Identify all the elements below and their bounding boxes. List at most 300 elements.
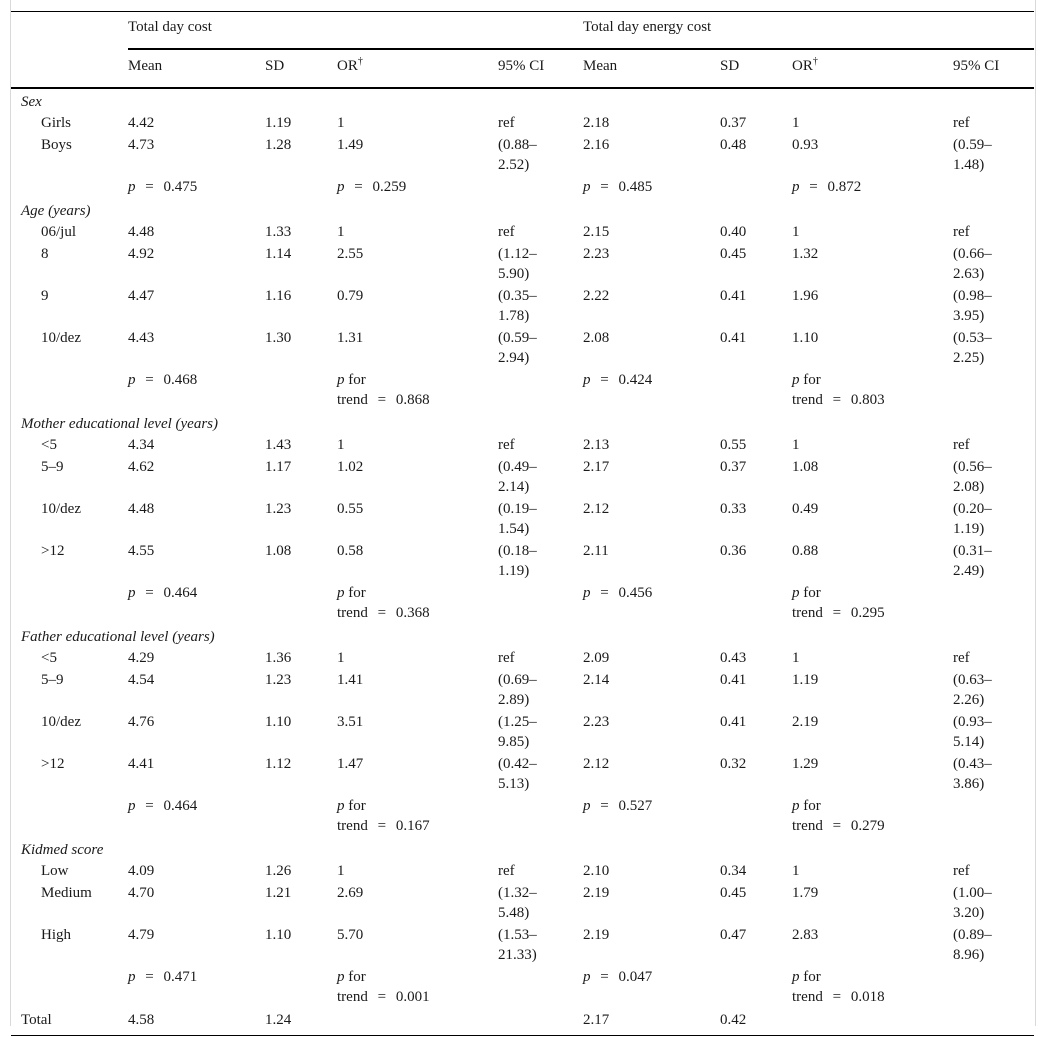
mean-energy-cost: 2.19	[583, 927, 610, 943]
or-energy-cost: 1	[792, 650, 800, 666]
ci-upper: 2.49)	[953, 563, 985, 579]
mean-energy-cost: 2.14	[583, 672, 610, 688]
ci-energy-cost	[953, 647, 1034, 669]
equals-sign: =	[832, 605, 842, 621]
p-symbol: p	[337, 969, 345, 985]
p-value-row	[11, 966, 1034, 1008]
p-for-trend-line2	[792, 987, 1034, 1007]
mean-cost: 4.55	[128, 543, 155, 559]
mean-energy-cost: 2.18	[583, 115, 610, 131]
section-header-row	[11, 411, 1034, 434]
table-row	[11, 753, 1034, 795]
p-value: 0.485	[618, 179, 653, 195]
section-header-row	[11, 624, 1034, 647]
or-cost: 5.70	[337, 927, 364, 943]
total-sd-energy-cost: 0.42	[720, 1008, 792, 1036]
ci-upper: 3.86)	[953, 776, 985, 792]
ci-upper: 2.94)	[498, 350, 530, 366]
row-label: 10/dez	[41, 330, 81, 346]
for-word: for	[803, 585, 821, 601]
mean-cost: 4.54	[128, 672, 155, 688]
trend-word: trend	[792, 989, 823, 1005]
for-word: for	[803, 798, 821, 814]
table-row	[11, 285, 1034, 327]
p-symbol: p	[792, 585, 800, 601]
p-symbol: p	[337, 179, 345, 195]
table-row	[11, 924, 1034, 966]
or-cost: 0.55	[337, 501, 364, 517]
ci-lower: (1.32–	[498, 885, 537, 901]
p-symbol: p	[583, 372, 591, 388]
ci-upper: 1.19)	[953, 521, 985, 537]
or-cost: 1	[337, 437, 345, 453]
or-energy-cost: 1.32	[792, 246, 819, 262]
row-label: Low	[41, 863, 69, 879]
ci-upper: 2.25)	[953, 350, 985, 366]
row-label: <5	[41, 437, 57, 453]
or-trend-energy-cost	[792, 795, 1034, 837]
sd-cost: 1.36	[265, 650, 292, 666]
col-header-sd-1: SD	[265, 49, 337, 88]
ci-lower: ref	[953, 224, 970, 240]
mean-energy-cost: 2.22	[583, 288, 610, 304]
ci-upper: 9.85)	[498, 734, 530, 750]
sd-energy-cost: 0.34	[720, 863, 747, 879]
table-row	[11, 456, 1034, 498]
or-energy-cost: 1	[792, 863, 800, 879]
equals-sign: =	[377, 392, 387, 408]
or-trend-cost	[337, 795, 583, 837]
ci-cost	[498, 434, 583, 456]
ci-energy-cost	[953, 434, 1034, 456]
or-cost: 2.55	[337, 246, 364, 262]
for-word: for	[803, 969, 821, 985]
p-symbol: p	[128, 969, 136, 985]
p-value-row	[11, 176, 1034, 198]
row-label: Girls	[41, 115, 71, 131]
ci-lower: (0.53–	[953, 330, 992, 346]
dagger-sup: †	[812, 56, 818, 67]
mean-cost: 4.62	[128, 459, 155, 475]
p-value: 0.295	[850, 605, 885, 621]
ci-upper: 3.95)	[953, 308, 985, 324]
p-energy-cost	[583, 369, 792, 411]
p-symbol: p	[583, 798, 591, 814]
mean-energy-cost: 2.13	[583, 437, 610, 453]
sd-energy-cost: 0.41	[720, 714, 747, 730]
equals-sign: =	[377, 818, 387, 834]
ci-energy-cost	[953, 221, 1034, 243]
header-total-day-cost: Total day cost	[128, 12, 583, 50]
p-value: 0.424	[618, 372, 653, 388]
sd-energy-cost: 0.36	[720, 543, 747, 559]
or-cost: 1	[337, 115, 345, 131]
p-symbol: p	[792, 798, 800, 814]
mean-energy-cost: 2.12	[583, 756, 610, 772]
ci-lower: (0.98–	[953, 288, 992, 304]
p-symbol: p	[583, 585, 591, 601]
mean-cost: 4.09	[128, 863, 155, 879]
ci-lower: (0.35–	[498, 288, 537, 304]
p-for-trend-line2	[792, 603, 1034, 623]
sd-energy-cost: 0.45	[720, 246, 747, 262]
header-row-groups	[11, 12, 1034, 50]
ci-cost	[498, 243, 583, 285]
ci-cost	[498, 285, 583, 327]
mean-cost: 4.47	[128, 288, 155, 304]
sd-energy-cost: 0.33	[720, 501, 747, 517]
p-energy-cost	[583, 795, 792, 837]
p-value: 0.001	[395, 989, 430, 1005]
p-symbol: p	[128, 585, 136, 601]
p-for-trend-line2	[792, 816, 1034, 836]
ci-lower: (0.56–	[953, 459, 992, 475]
table-row	[11, 540, 1034, 582]
ci-upper: 1.78)	[498, 308, 530, 324]
or-cost: 0.79	[337, 288, 364, 304]
p-symbol: p	[337, 372, 345, 388]
p-for-trend-line1	[337, 796, 583, 816]
p-value: 0.047	[618, 969, 653, 985]
for-word: for	[348, 798, 366, 814]
p-energy-cost	[583, 176, 792, 198]
p-for-trend-line2	[337, 603, 583, 623]
row-label: 10/dez	[41, 714, 81, 730]
col-header-ci-2: 95% CI	[953, 49, 1034, 88]
p-symbol: p	[128, 798, 136, 814]
or-energy-cost: 0.49	[792, 501, 819, 517]
mean-energy-cost: 2.08	[583, 330, 610, 346]
p-symbol: p	[583, 969, 591, 985]
ci-energy-cost	[953, 456, 1034, 498]
ci-upper: 1.54)	[498, 521, 530, 537]
ci-lower: (0.63–	[953, 672, 992, 688]
ci-energy-cost	[953, 540, 1034, 582]
ci-cost	[498, 924, 583, 966]
sd-cost: 1.17	[265, 459, 292, 475]
p-value: 0.868	[395, 392, 430, 408]
ci-cost	[498, 221, 583, 243]
col-header-ci-1: 95% CI	[498, 49, 583, 88]
p-value: 0.456	[618, 585, 653, 601]
empty-cell	[11, 176, 128, 198]
sd-energy-cost: 0.41	[720, 288, 747, 304]
or-energy-cost: 0.88	[792, 543, 819, 559]
or-cost: 1	[337, 650, 345, 666]
ci-cost	[498, 753, 583, 795]
mean-energy-cost: 2.15	[583, 224, 610, 240]
ci-lower: (0.18–	[498, 543, 537, 559]
section-title: Father educational level (years)	[21, 629, 215, 645]
ci-upper: 2.26)	[953, 692, 985, 708]
ci-lower: (0.69–	[498, 672, 537, 688]
ci-cost	[498, 498, 583, 540]
ci-energy-cost	[953, 498, 1034, 540]
or-trend-energy-cost	[792, 582, 1034, 624]
p-value: 0.464	[163, 798, 198, 814]
col-header-or-2: OR†	[792, 49, 953, 88]
trend-word: trend	[792, 818, 823, 834]
ci-cost	[498, 540, 583, 582]
mean-energy-cost: 2.19	[583, 885, 610, 901]
sd-energy-cost: 0.40	[720, 224, 747, 240]
ci-lower: (1.53–	[498, 927, 537, 943]
ci-upper: 2.89)	[498, 692, 530, 708]
or-energy-cost: 1	[792, 224, 800, 240]
ci-lower: (0.88–	[498, 137, 537, 153]
ci-lower: (0.19–	[498, 501, 537, 517]
or-energy-cost: 1.79	[792, 885, 819, 901]
equals-sign: =	[145, 969, 154, 985]
ci-lower: ref	[498, 224, 515, 240]
header-empty-cell	[11, 49, 128, 88]
header-total-day-energy-cost: Total day energy cost	[583, 12, 1034, 50]
trend-word: trend	[337, 392, 368, 408]
table-row	[11, 112, 1034, 134]
p-cost	[128, 369, 337, 411]
empty-cell	[792, 1008, 953, 1036]
ci-cost	[498, 669, 583, 711]
table-row	[11, 221, 1034, 243]
or-energy-cost: 0.93	[792, 137, 819, 153]
table-row	[11, 647, 1034, 669]
p-value: 0.368	[395, 605, 430, 621]
equals-sign: =	[145, 585, 154, 601]
or-cost: 1	[337, 863, 345, 879]
equals-sign: =	[832, 989, 842, 1005]
p-value: 0.803	[850, 392, 885, 408]
table-row	[11, 434, 1034, 456]
trend-word: trend	[792, 392, 823, 408]
ci-lower: ref	[498, 437, 515, 453]
sd-energy-cost: 0.43	[720, 650, 747, 666]
ci-upper: 2.52)	[498, 157, 530, 173]
or-trend-energy-cost	[792, 966, 1034, 1008]
sd-energy-cost: 0.47	[720, 927, 747, 943]
or-trend-energy-cost	[792, 369, 1034, 411]
or-energy-cost: 1.08	[792, 459, 819, 475]
or-cost: 1.49	[337, 137, 364, 153]
or-cost: 1	[337, 224, 345, 240]
ci-lower: (0.43–	[953, 756, 992, 772]
total-mean-cost: 4.58	[128, 1008, 265, 1036]
section-header-row	[11, 198, 1034, 221]
cost-table	[11, 11, 1034, 1036]
sd-cost: 1.26	[265, 863, 292, 879]
ci-upper: 2.63)	[953, 266, 985, 282]
p-for-trend-line2	[337, 390, 583, 410]
p-cost	[128, 176, 337, 198]
section-title: Age (years)	[21, 203, 91, 219]
dagger-sup: †	[357, 56, 363, 67]
ci-energy-cost	[953, 112, 1034, 134]
p-for-trend-line2	[337, 816, 583, 836]
ci-cost	[498, 860, 583, 882]
p-for-trend-line1	[792, 370, 1034, 390]
p-value: 0.527	[618, 798, 653, 814]
mean-cost: 4.43	[128, 330, 155, 346]
section-title: Mother educational level (years)	[21, 416, 219, 432]
empty-cell	[11, 582, 128, 624]
sd-energy-cost: 0.32	[720, 756, 747, 772]
equals-sign: =	[600, 179, 609, 195]
mean-energy-cost: 2.23	[583, 714, 610, 730]
p-for-trend-line2	[337, 987, 583, 1007]
trend-word: trend	[337, 818, 368, 834]
ci-lower: ref	[498, 863, 515, 879]
ci-lower: ref	[498, 650, 515, 666]
row-label: 5–9	[41, 459, 64, 475]
sd-cost: 1.33	[265, 224, 292, 240]
equals-sign: =	[377, 605, 387, 621]
row-label: >12	[41, 543, 65, 559]
or-energy-cost: 2.19	[792, 714, 819, 730]
mean-energy-cost: 2.10	[583, 863, 610, 879]
ci-lower: (1.12–	[498, 246, 537, 262]
ci-energy-cost	[953, 134, 1034, 176]
mean-cost: 4.76	[128, 714, 155, 730]
table-row	[11, 860, 1034, 882]
p-value: 0.471	[163, 969, 198, 985]
ci-energy-cost	[953, 882, 1034, 924]
or-cost: 2.69	[337, 885, 364, 901]
row-label: 10/dez	[41, 501, 81, 517]
mean-energy-cost: 2.09	[583, 650, 610, 666]
or-cost: 1.31	[337, 330, 364, 346]
p-energy-cost	[583, 966, 792, 1008]
p-cost	[128, 795, 337, 837]
ci-cost	[498, 882, 583, 924]
ci-cost	[498, 711, 583, 753]
mean-energy-cost: 2.17	[583, 459, 610, 475]
or-energy-cost: 1	[792, 437, 800, 453]
section-header-row	[11, 837, 1034, 860]
total-row	[11, 1008, 1034, 1036]
or-cost: 1.47	[337, 756, 364, 772]
equals-sign: =	[600, 372, 609, 388]
ci-upper: 8.96)	[953, 947, 985, 963]
p-value: 0.872	[827, 179, 862, 195]
row-label: >12	[41, 756, 65, 772]
trend-word: trend	[337, 989, 368, 1005]
section-header-row	[11, 88, 1034, 112]
sd-energy-cost: 0.48	[720, 137, 747, 153]
sd-cost: 1.28	[265, 137, 292, 153]
sd-energy-cost: 0.55	[720, 437, 747, 453]
or-cost: 3.51	[337, 714, 364, 730]
sd-energy-cost: 0.45	[720, 885, 747, 901]
ci-lower: (0.89–	[953, 927, 992, 943]
row-label: Boys	[41, 137, 72, 153]
ci-lower: ref	[953, 115, 970, 131]
p-symbol: p	[128, 372, 136, 388]
sd-cost: 1.19	[265, 115, 292, 131]
p-value: 0.464	[163, 585, 198, 601]
ci-upper: 21.33)	[498, 947, 537, 963]
ci-upper: 5.48)	[498, 905, 530, 921]
sd-energy-cost: 0.41	[720, 330, 747, 346]
p-energy-cost	[583, 582, 792, 624]
p-value-row	[11, 582, 1034, 624]
p-symbol: p	[792, 372, 800, 388]
total-sd-cost: 1.24	[265, 1008, 337, 1036]
ci-lower: (0.31–	[953, 543, 992, 559]
ci-cost	[498, 327, 583, 369]
ci-lower: (0.93–	[953, 714, 992, 730]
or-trend-cost	[337, 369, 583, 411]
ci-upper: 2.08)	[953, 479, 985, 495]
ci-cost	[498, 456, 583, 498]
ci-energy-cost	[953, 243, 1034, 285]
or-energy-cost: 1.10	[792, 330, 819, 346]
equals-sign: =	[600, 798, 609, 814]
ci-energy-cost	[953, 669, 1034, 711]
p-value: 0.259	[372, 179, 407, 195]
sd-cost: 1.08	[265, 543, 292, 559]
p-for-trend-line1	[792, 583, 1034, 603]
mean-energy-cost: 2.12	[583, 501, 610, 517]
ci-lower: ref	[953, 437, 970, 453]
table-row	[11, 327, 1034, 369]
total-mean-energy-cost: 2.17	[583, 1008, 720, 1036]
empty-cell	[11, 369, 128, 411]
p-for-trend-line2	[792, 390, 1034, 410]
row-label: 9	[41, 288, 49, 304]
p-value: 0.468	[163, 372, 198, 388]
ci-lower: (1.00–	[953, 885, 992, 901]
ci-cost	[498, 647, 583, 669]
p-value: 0.018	[850, 989, 885, 1005]
p-value-row	[11, 795, 1034, 837]
p-for-trend-line1	[337, 583, 583, 603]
mean-energy-cost: 2.23	[583, 246, 610, 262]
ci-energy-cost	[953, 285, 1034, 327]
col-header-sd-2: SD	[720, 49, 792, 88]
ci-lower: (0.59–	[498, 330, 537, 346]
table-row	[11, 711, 1034, 753]
table-row	[11, 498, 1034, 540]
empty-cell	[498, 1008, 583, 1036]
row-label: <5	[41, 650, 57, 666]
row-label: High	[41, 927, 71, 943]
sd-cost: 1.12	[265, 756, 292, 772]
ci-lower: (0.20–	[953, 501, 992, 517]
sd-cost: 1.10	[265, 714, 292, 730]
ci-energy-cost	[953, 924, 1034, 966]
section-title: Kidmed score	[21, 842, 104, 858]
or-trend-cost	[337, 582, 583, 624]
table-row	[11, 882, 1034, 924]
equals-sign: =	[600, 585, 609, 601]
ci-lower: (0.59–	[953, 137, 992, 153]
sd-cost: 1.23	[265, 672, 292, 688]
ci-upper: 2.14)	[498, 479, 530, 495]
mean-cost: 4.34	[128, 437, 155, 453]
sd-energy-cost: 0.37	[720, 115, 747, 131]
sd-cost: 1.23	[265, 501, 292, 517]
mean-cost: 4.48	[128, 224, 155, 240]
for-word: for	[803, 372, 821, 388]
p-symbol: p	[792, 179, 800, 195]
ci-lower: ref	[498, 115, 515, 131]
mean-cost: 4.92	[128, 246, 155, 262]
p-symbol: p	[337, 585, 345, 601]
equals-sign: =	[145, 372, 154, 388]
or-energy-cost: 1	[792, 115, 800, 131]
ci-upper: 5.14)	[953, 734, 985, 750]
p-value: 0.475	[163, 179, 198, 195]
header-empty-cell	[11, 12, 128, 50]
